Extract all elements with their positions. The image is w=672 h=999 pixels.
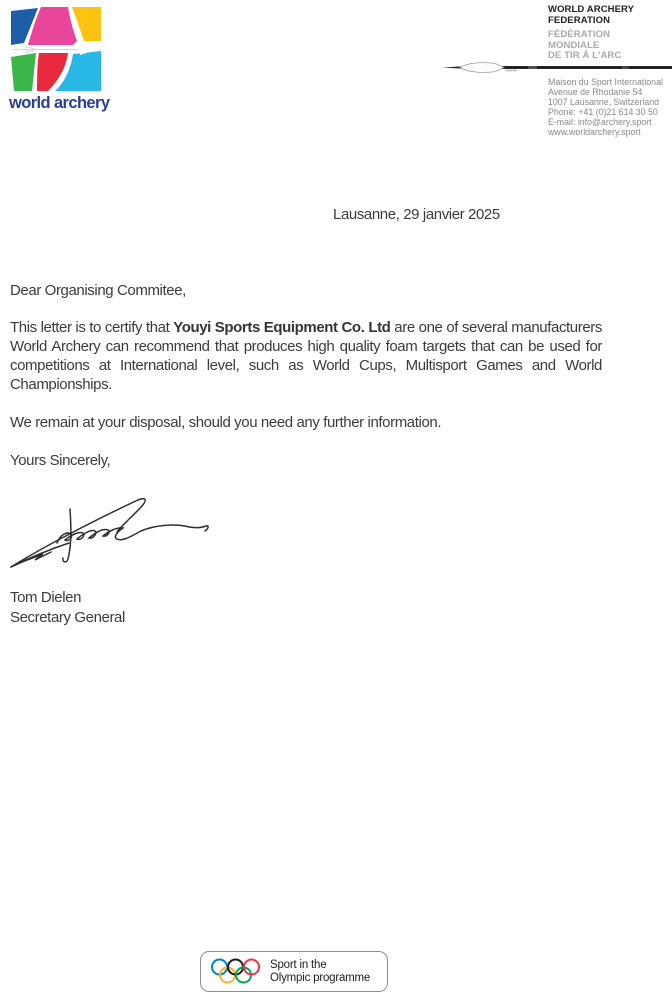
olympic-rings-icon	[210, 957, 261, 986]
badge-text-line2: Olympic programme	[270, 971, 371, 984]
org-name-french	[548, 30, 668, 62]
org-name-en-line1: WORLD ARCHERY	[548, 4, 635, 15]
certify-text-post: are one of several manufacturers World Archery can recommend that produces high quality foam targets that can be used for competitions at International level, such as World Cups, Multisport Games and World Championships.	[10, 319, 602, 393]
dateline: Lausanne, 29 janvier 2025	[333, 206, 500, 223]
certification-paragraph	[10, 318, 602, 394]
org-name-fr-line1: FÉDÉRATION	[548, 29, 611, 40]
logo-wordmark: world archery	[9, 94, 110, 112]
org-name-en-line2: FEDERATION	[548, 14, 611, 26]
archery-arrow-icon	[440, 60, 672, 75]
address-line-website: www.worldarchery.sport	[548, 127, 641, 137]
address-line: Maison du Sport International	[548, 77, 663, 87]
address-line: Avenue de Rhodanie 54	[548, 87, 643, 97]
letterhead-org-names	[548, 5, 668, 62]
closing-line: Yours Sincerely,	[10, 452, 111, 469]
org-name-fr-line2: MONDIALE	[548, 39, 600, 51]
org-name-fr-line3: DE TIR À L'ARC	[548, 50, 622, 61]
address-line: Phone: +41 (0)21 614 30 50	[548, 107, 658, 117]
letter-body	[10, 281, 602, 470]
address-line-email: E-mail: info@archery.sport	[548, 117, 652, 127]
tom-dielen-signature	[5, 487, 215, 572]
certify-text-pre: This letter is to certify that	[10, 319, 174, 336]
address-line: 1007 Lausanne, Switzerland	[548, 97, 660, 107]
olympic-programme-badge	[200, 951, 388, 992]
salutation: Dear Organising Commitee,	[10, 282, 186, 299]
badge-text-line1: Sport in the	[270, 958, 327, 971]
availability-paragraph: We remain at your disposal, should you need any further information.	[10, 414, 442, 431]
signer-block	[10, 588, 125, 627]
org-name-english	[548, 5, 668, 26]
badge-text	[270, 959, 370, 985]
signer-title: Secretary General	[10, 608, 125, 626]
letterhead-address	[548, 77, 672, 137]
company-name: Youyi Sports Equipment Co. Ltd	[173, 319, 391, 336]
signer-name: Tom Dielen	[10, 589, 82, 606]
world-archery-logo-icon	[10, 7, 102, 92]
